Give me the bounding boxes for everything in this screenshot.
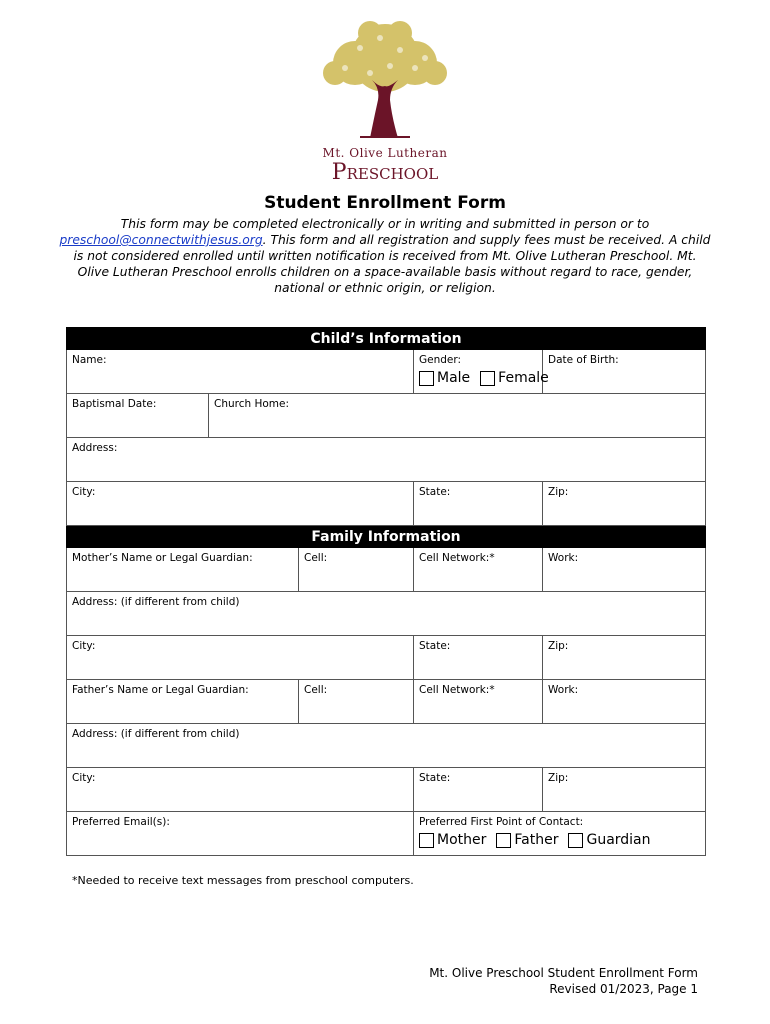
father-name-field[interactable]	[67, 680, 299, 724]
father-state-label: State:	[419, 772, 451, 784]
email-link[interactable]: preschool@connectwithjesus.org	[59, 233, 263, 247]
father-address-label: Address: (if different from child)	[72, 728, 240, 740]
father-address-field[interactable]	[67, 724, 706, 768]
page-footer	[429, 965, 698, 997]
father-city-label: City:	[72, 772, 96, 784]
mother-name-field[interactable]	[67, 548, 299, 592]
father-network-field[interactable]	[414, 680, 543, 724]
female-checkbox[interactable]	[480, 371, 495, 386]
child-name-field[interactable]	[67, 350, 414, 394]
contact-father-label: Father	[514, 832, 559, 848]
contact-guardian-label: Guardian	[586, 832, 651, 848]
contact-mother-label: Mother	[437, 832, 487, 848]
preschool-logo	[300, 18, 470, 190]
form-table	[66, 327, 706, 856]
mother-state-label: State:	[419, 640, 451, 652]
female-label: Female	[498, 370, 549, 386]
contact-label: Preferred First Point of Contact:	[419, 816, 584, 828]
father-state-field[interactable]	[414, 768, 543, 812]
footnote: *Needed to receive text messages from preschool computers.	[72, 874, 414, 887]
father-work-field[interactable]	[543, 680, 706, 724]
intro-part2: . This form and all registration and supply fees must be received. A child is not considered enrolled until written notification is received from Mt. Olive Lutheran Preschool. Mt. Olive Lutheran Preschool enrolls children on a space-available basis without regard to race, gender, national or ethnic origin, or religion.	[73, 233, 711, 295]
mother-address-field[interactable]	[67, 592, 706, 636]
mother-city-label: City:	[72, 640, 96, 652]
logo-line2: Preschool	[331, 160, 439, 185]
baptismal-label: Baptismal Date:	[72, 398, 157, 410]
mother-work-label: Work:	[548, 552, 579, 564]
baptismal-field[interactable]	[67, 394, 209, 438]
enrollment-form	[66, 327, 705, 856]
contact-field	[414, 812, 706, 856]
child-state-field[interactable]	[414, 482, 543, 526]
father-name-label: Father’s Name or Legal Guardian:	[72, 684, 249, 696]
mother-name-label: Mother’s Name or Legal Guardian:	[72, 552, 253, 564]
family-info-header: Family Information	[67, 526, 706, 548]
child-info-header: Child’s Information	[67, 328, 706, 350]
mother-zip-label: Zip:	[548, 640, 569, 652]
church-field[interactable]	[209, 394, 706, 438]
gender-field	[414, 350, 549, 394]
intro-text	[58, 216, 712, 296]
page-title: Student Enrollment Form	[264, 193, 506, 213]
gender-label: Gender:	[419, 354, 462, 366]
footer-line2: Revised 01/2023, Page 1	[549, 982, 698, 996]
child-city-label: City:	[72, 486, 96, 498]
mother-work-field[interactable]	[543, 548, 706, 592]
mother-state-field[interactable]	[414, 636, 543, 680]
mother-address-label: Address: (if different from child)	[72, 596, 240, 608]
child-address-field[interactable]	[67, 438, 706, 482]
child-city-field[interactable]	[67, 482, 414, 526]
contact-father-checkbox[interactable]	[496, 833, 511, 848]
email-label: Preferred Email(s):	[72, 816, 170, 828]
father-network-label: Cell Network:*	[419, 684, 495, 696]
logo-line1: Mt. Olive Lutheran	[322, 146, 448, 160]
church-label: Church Home:	[214, 398, 290, 410]
mother-city-field[interactable]	[67, 636, 414, 680]
footer-line1: Mt. Olive Preschool Student Enrollment Form	[429, 966, 698, 980]
child-zip-label: Zip:	[548, 486, 569, 498]
father-cell-field[interactable]	[299, 680, 414, 724]
child-address-label: Address:	[72, 442, 118, 454]
mother-network-label: Cell Network:*	[419, 552, 495, 564]
child-zip-field[interactable]	[543, 482, 706, 526]
mother-network-field[interactable]	[414, 548, 543, 592]
father-cell-label: Cell:	[304, 684, 328, 696]
father-zip-field[interactable]	[543, 768, 706, 812]
father-city-field[interactable]	[67, 768, 414, 812]
father-work-label: Work:	[548, 684, 579, 696]
contact-mother-checkbox[interactable]	[419, 833, 434, 848]
male-label: Male	[437, 370, 471, 386]
contact-guardian-checkbox[interactable]	[568, 833, 583, 848]
mother-cell-label: Cell:	[304, 552, 328, 564]
mother-zip-field[interactable]	[543, 636, 706, 680]
dob-field[interactable]	[543, 350, 706, 394]
email-field[interactable]	[67, 812, 414, 856]
male-checkbox[interactable]	[419, 371, 434, 386]
child-state-label: State:	[419, 486, 451, 498]
dob-label: Date of Birth:	[548, 354, 619, 366]
father-zip-label: Zip:	[548, 772, 569, 784]
child-name-label: Name:	[72, 354, 107, 366]
mother-cell-field[interactable]	[299, 548, 414, 592]
intro-part1: This form may be completed electronically or in writing and submitted in person or to	[120, 217, 650, 231]
